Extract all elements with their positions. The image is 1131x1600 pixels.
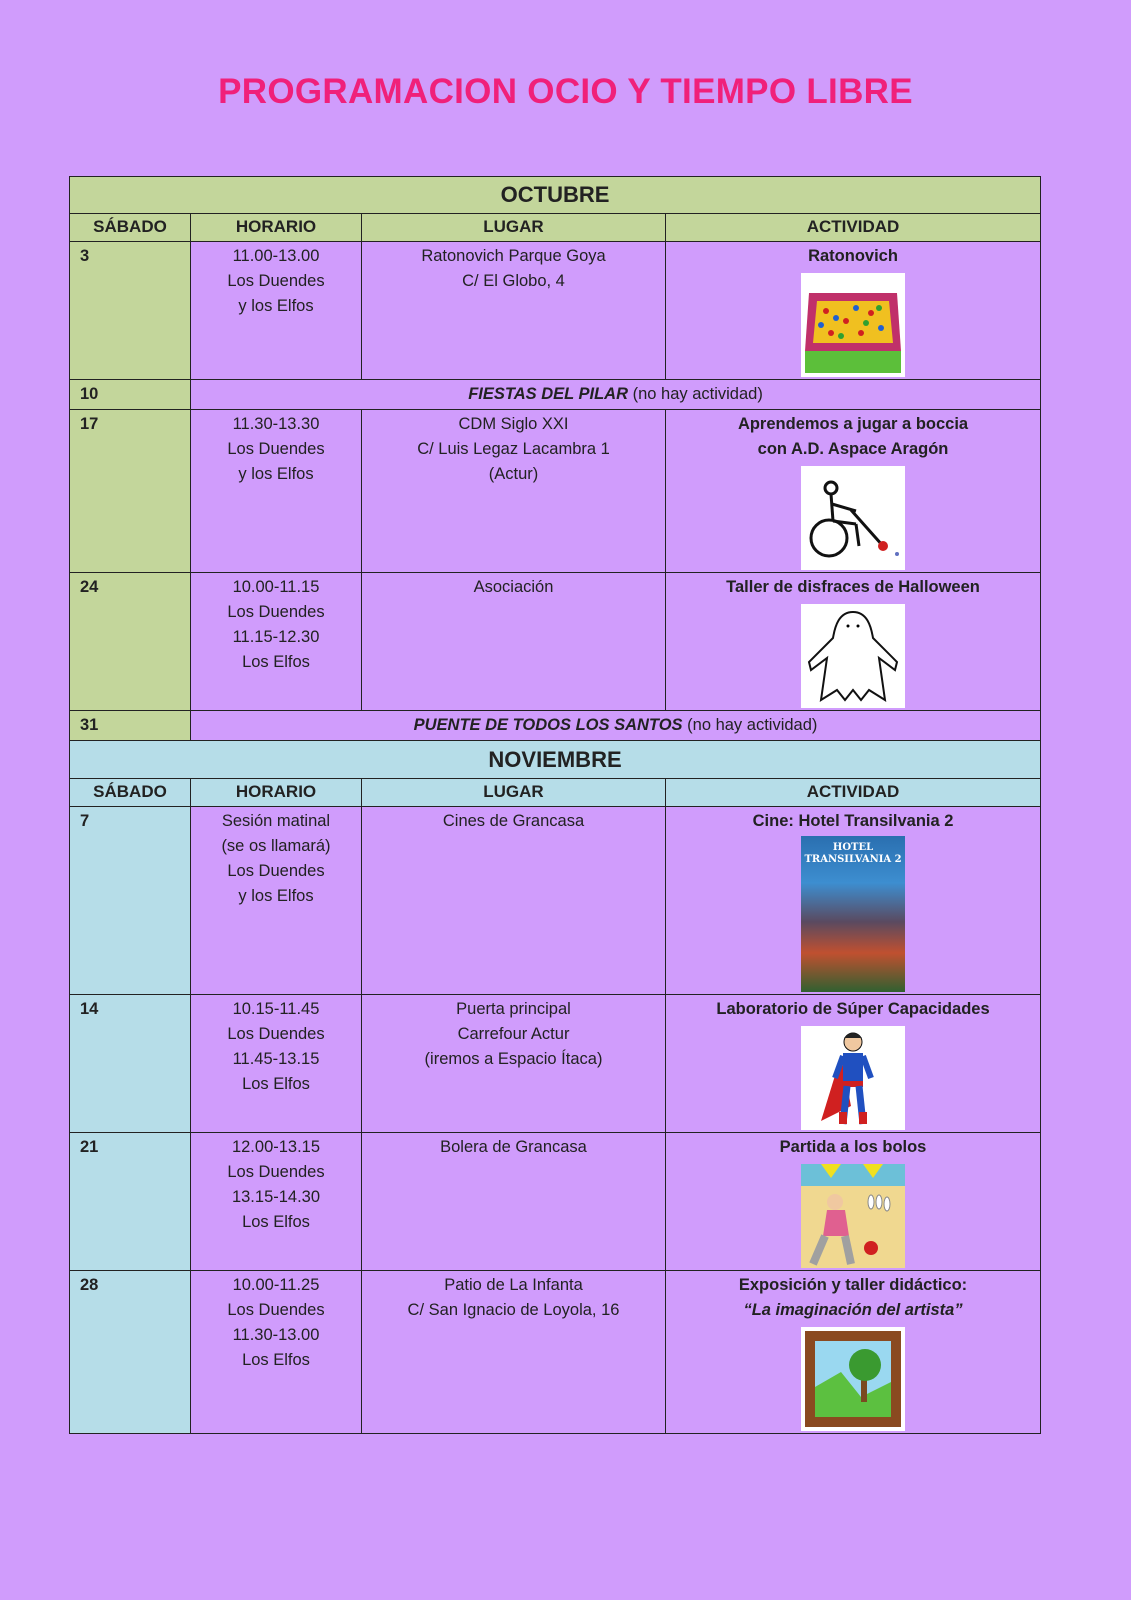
text: Aprendemos a jugar a boccia — [737, 415, 969, 433]
day: 17 — [70, 410, 191, 573]
horario — [191, 242, 362, 380]
text: Los Elfos — [242, 1075, 310, 1093]
text: Sesión matinal — [221, 812, 331, 830]
day: 21 — [70, 1133, 191, 1271]
day: 7 — [70, 807, 191, 995]
text: Asociación — [473, 578, 554, 596]
text: Los Duendes — [227, 1301, 325, 1319]
text: 10.15-11.45 — [232, 1000, 320, 1018]
text: (se os llamará) — [221, 837, 331, 855]
text: (iremos a Espacio Ítaca) — [424, 1050, 603, 1068]
header-sabado: SÁBADO — [70, 214, 191, 242]
actividad — [666, 995, 1041, 1133]
note-title: PUENTE DE TODOS LOS SANTOS — [413, 716, 683, 734]
text: Exposición y taller didáctico: — [738, 1276, 968, 1294]
lugar — [362, 807, 666, 995]
text: (Actur) — [488, 465, 539, 483]
horario — [191, 410, 362, 573]
text: Los Duendes — [227, 1163, 325, 1181]
text: 11.45-13.15 — [232, 1050, 320, 1068]
text: Los Elfos — [242, 1351, 310, 1369]
text: Puerta principal — [456, 1000, 571, 1018]
table-row — [70, 1133, 1041, 1271]
text: C/ Luis Legaz Lacambra 1 — [417, 440, 610, 458]
horario — [191, 1133, 362, 1271]
text: 12.00-13.15 — [231, 1138, 321, 1156]
text: con A.D. Aspace Aragón — [757, 440, 949, 458]
text: y los Elfos — [238, 465, 314, 483]
framed-painting-image — [801, 1327, 905, 1431]
day: 31 — [70, 711, 191, 741]
month-header-noviembre: NOVIEMBRE — [70, 741, 1041, 779]
text: Carrefour Actur — [457, 1025, 570, 1043]
header-lugar: LUGAR — [362, 214, 666, 242]
note — [191, 380, 1041, 410]
text: Los Duendes — [227, 1025, 325, 1043]
text: 10.00-11.25 — [232, 1276, 320, 1294]
day: 28 — [70, 1271, 191, 1434]
ball-pit-image — [801, 273, 905, 377]
actividad — [666, 1133, 1041, 1271]
header-actividad: ACTIVIDAD — [666, 214, 1041, 242]
text: 13.15-14.30 — [231, 1188, 321, 1206]
note — [191, 711, 1041, 741]
text: Cine: Hotel Transilvania 2 — [752, 812, 954, 830]
text: C/ San Ignacio de Loyola, 16 — [407, 1301, 620, 1319]
day: 3 — [70, 242, 191, 380]
text: 11.00-13.00 — [232, 247, 320, 265]
horario — [191, 1271, 362, 1434]
horario — [191, 573, 362, 711]
month-header-octubre: OCTUBRE — [70, 177, 1041, 214]
text: C/ El Globo, 4 — [462, 272, 565, 290]
table-row — [70, 807, 1041, 995]
text: Los Elfos — [242, 1213, 310, 1231]
header-horario: HORARIO — [191, 214, 362, 242]
day: 14 — [70, 995, 191, 1133]
text: Ratonovich — [808, 247, 898, 265]
day: 10 — [70, 380, 191, 410]
text: Ratonovich Parque Goya — [421, 247, 606, 265]
text: Taller de disfraces de Halloween — [726, 578, 980, 596]
lugar — [362, 1271, 666, 1434]
text: Cines de Grancasa — [442, 812, 585, 830]
header-actividad: ACTIVIDAD — [666, 779, 1041, 807]
actividad — [666, 242, 1041, 380]
text: Los Elfos — [242, 653, 310, 671]
column-headers — [70, 214, 1041, 242]
text: 11.30-13.30 — [232, 415, 320, 433]
actividad — [666, 573, 1041, 711]
text: y los Elfos — [238, 887, 314, 905]
note-text: (no hay actividad) — [628, 385, 763, 403]
text: Bolera de Grancasa — [440, 1138, 587, 1156]
lugar — [362, 1133, 666, 1271]
header-lugar: LUGAR — [362, 779, 666, 807]
text: Los Duendes — [227, 862, 325, 880]
day: 24 — [70, 573, 191, 711]
table-row — [70, 380, 1041, 410]
lugar — [362, 573, 666, 711]
text: 10.00-11.15 — [232, 578, 320, 596]
table-row — [70, 1271, 1041, 1434]
note-title: FIESTAS DEL PILAR — [468, 385, 629, 403]
table-row — [70, 995, 1041, 1133]
boccia-wheelchair-image — [801, 466, 905, 570]
lugar — [362, 242, 666, 380]
horario — [191, 807, 362, 995]
text: Partida a los bolos — [779, 1138, 927, 1156]
text: Laboratorio de Súper Capacidades — [716, 1000, 990, 1018]
text: “La imaginación del artista” — [743, 1301, 963, 1319]
text: Los Duendes — [227, 272, 325, 290]
note-text: (no hay actividad) — [682, 716, 818, 734]
horario — [191, 995, 362, 1133]
header-horario: HORARIO — [191, 779, 362, 807]
table-row — [70, 573, 1041, 711]
text: Los Duendes — [227, 440, 325, 458]
actividad — [666, 410, 1041, 573]
text: Patio de La Infanta — [444, 1276, 583, 1294]
movie-poster-image — [801, 836, 905, 992]
ghost-costume-image — [801, 604, 905, 708]
text: y los Elfos — [238, 297, 314, 315]
actividad — [666, 807, 1041, 995]
page-title: PROGRAMACION OCIO Y TIEMPO LIBRE — [218, 72, 913, 111]
table-row — [70, 242, 1041, 380]
lugar — [362, 410, 666, 573]
text: Los Duendes — [227, 603, 325, 621]
text: 11.30-13.00 — [232, 1326, 320, 1344]
text: CDM Siglo XXI — [458, 415, 569, 433]
bowling-image — [801, 1164, 905, 1268]
actividad — [666, 1271, 1041, 1434]
poster-title: HOTEL TRANSILVANIA 2 — [804, 842, 902, 865]
table-row — [70, 410, 1041, 573]
table-row — [70, 711, 1041, 741]
header-sabado: SÁBADO — [70, 779, 191, 807]
lugar — [362, 995, 666, 1133]
text: 11.15-12.30 — [232, 628, 320, 646]
superhero-image — [801, 1026, 905, 1130]
column-headers — [70, 779, 1041, 807]
schedule-table — [69, 176, 1041, 1434]
